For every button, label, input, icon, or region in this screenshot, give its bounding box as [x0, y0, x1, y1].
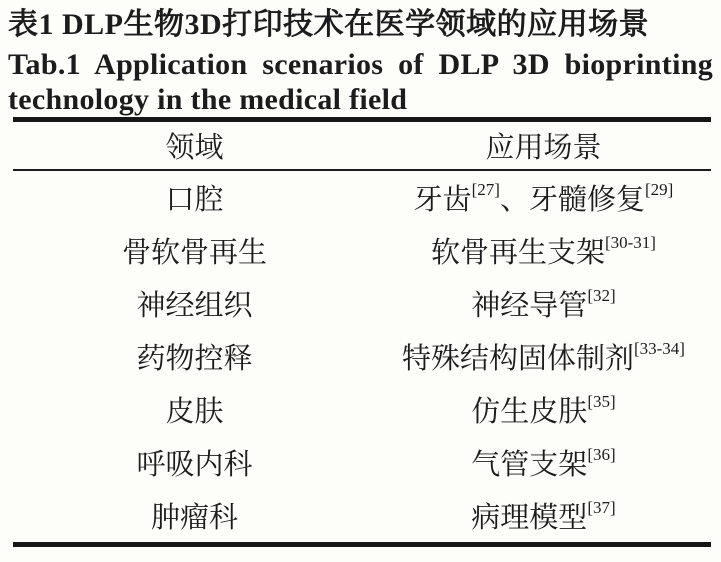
- scenario-cell: 仿生皮肤 [35]: [471, 391, 616, 428]
- table-row: [13, 171, 711, 224]
- table-row: [13, 383, 711, 436]
- column-header-field: 领域: [165, 132, 224, 164]
- table-caption-en-line1: Tab.1 Application scenarios of DLP 3D bioprinting: [8, 48, 713, 81]
- table-row: [13, 277, 711, 330]
- scenario-cell: 软骨再生支架 [30-31]: [430, 232, 656, 269]
- field-cell: 神经组织: [136, 290, 253, 322]
- table-row: [13, 330, 711, 383]
- field-cell: 皮肤: [165, 396, 224, 428]
- scenario-cell: 牙齿 [27] 、牙髓修复 [29]: [413, 179, 674, 216]
- scenario-cell: 神经导管 [32]: [471, 285, 616, 322]
- field-cell: 药物控释: [136, 343, 253, 375]
- table-row: [13, 436, 711, 489]
- scenario-cell: 特殊结构固体制剂 [33-34]: [401, 338, 685, 375]
- application-scenarios-table: [13, 117, 711, 547]
- scenario-cell: 病理模型 [37]: [471, 497, 616, 534]
- table-caption-en-line2: technology in the medical field: [8, 83, 408, 116]
- field-cell: 口腔: [165, 184, 224, 216]
- table-row: [13, 224, 711, 277]
- column-header-scenario: 应用场景: [485, 132, 602, 164]
- table-row: [13, 489, 711, 542]
- field-cell: 呼吸内科: [136, 449, 253, 481]
- paper-table-figure: [0, 5, 721, 562]
- table-caption-zh: 表1 DLP生物3D打印技术在医学领域的应用场景: [8, 8, 650, 41]
- table-body: [13, 171, 711, 542]
- scenario-cell: 气管支架 [36]: [471, 444, 616, 481]
- table-caption-en: [8, 47, 713, 117]
- field-cell: 肿瘤科: [150, 502, 238, 534]
- table-header-row: [13, 122, 711, 171]
- field-cell: 骨软骨再生: [121, 237, 267, 269]
